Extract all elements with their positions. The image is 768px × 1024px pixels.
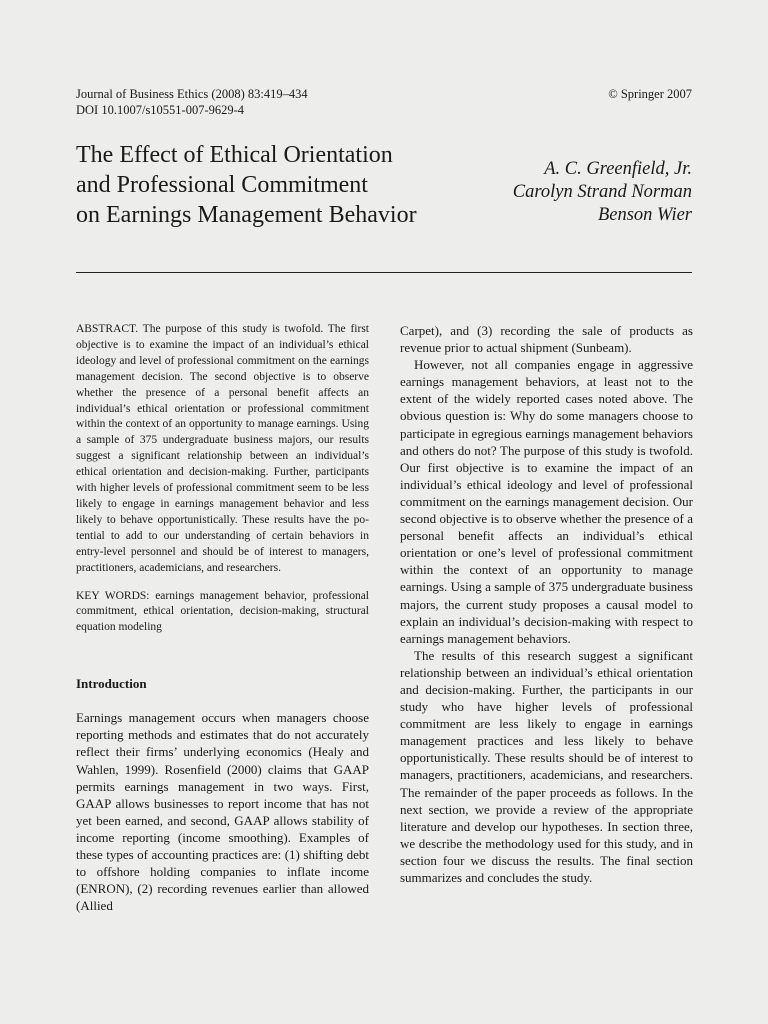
left-column: [76, 322, 369, 914]
author-name: Benson Wier: [597, 205, 692, 225]
journal-citation: [76, 86, 308, 118]
body-paragraph: However, not all companies engage in aggressive earnings management behaviors, at least not to the extent of the widely reported cases noted above. The obvious question is: Why do some managers choose to participate in egregious earnings management behaviors and others do not? The purpose of this study is twofold. Our first objective is to examine the impact of an individual’s ethical ideology and level of professional commitment on the earnings management decision. Our second objective is to observe whether the presence of a personal benefit affects an individual’s ethical orientation or one’s level of professional commitment within the context of an opportunity to manage earnings. Using a sample of 375 undergraduate business majors, the current study proposes a causal model to explain an individual’s decision-making with respect to earnings management behaviors.: [400, 357, 693, 646]
right-column: [400, 322, 693, 886]
intro-paragraph: Earnings management occurs when managers choose reporting methods and estimates that do not accurately reflect their firms’ underlying economics (Healy and Wahlen, 1999). Rosenfield (2000) claims that GAAP permits earnings management in two ways. First, GAAP allows businesses to report income that has not yet been earned, and second, GAAP allows stability of income reporting (income smoothing). Examples of these types of accounting practices are: (1) shifting debt to offshore holding companies to inflate income (ENRON), (2) recording revenues earlier than allowed (Allied: [76, 710, 369, 914]
body-paragraph: The results of this research suggest a significant relationship between an individual’s ethical orientation and decision-making. Further, the participants in our study who have higher levels of professional commitment are less likely to engage in earnings management practices and less likely to behave opportunistically. These results should be of interest to managers, practitioners, academicians, and researchers. The remainder of the paper proceeds as follows. In the next section, we provide a review of the appropriate literature and develop our hypotheses. In section three, we describe the methodology used for this study, and in section four we discuss the results. The final section summarizes and concludes the study.: [400, 647, 693, 885]
journal-reference: Journal of Business Ethics (2008) 83:419–434: [76, 87, 308, 101]
abstract: ABSTRACT. The purpose of this study is twofold. The first objective is to examine the impact of an individual’s ethical ideology and level of professional commitment on the earnings management decision. The second objective is to observe whether the presence of a personal benefit affects an individual’s ethical orientation or professional commitment within the context of an opportunity to manage earnings. Using a sample of 375 undergraduate business majors, our results suggest a significant relationship between an individual’s ethical orientation and decision-making. Further, participants with higher levels of professional commitment seem to be less likely to engage in earnings management behavior and less likely to behave opportunistically. These results have the potential to add to our understanding of certain behaviors in entry-level personnel and should be of interest to managers, practitioners, academicians, and researchers.: [76, 323, 369, 574]
copyright: © Springer 2007: [608, 87, 692, 101]
doi: DOI 10.1007/s10551-007-9629-4: [76, 103, 245, 117]
title-divider: [76, 272, 692, 273]
title-line: The Effect of Ethical Orientation: [76, 142, 393, 168]
body-paragraph: Carpet), and (3) recording the sale of products as revenue prior to actual shipment (Sunbeam).: [400, 323, 693, 356]
section-heading-introduction: Introduction: [76, 676, 147, 692]
author-list: [513, 158, 692, 227]
author-name: Carolyn Strand Norman: [512, 182, 692, 202]
article-title: [76, 140, 476, 230]
title-line: on Earnings Management Behavior: [76, 202, 417, 228]
author-name: A. C. Greenfield, Jr.: [544, 159, 692, 179]
title-line: and Professional Commitment: [76, 172, 368, 198]
keywords: KEY WORDS: earnings management behavior, professional commitment, ethical orientation, decision-making, structural equation modeling: [76, 589, 369, 634]
